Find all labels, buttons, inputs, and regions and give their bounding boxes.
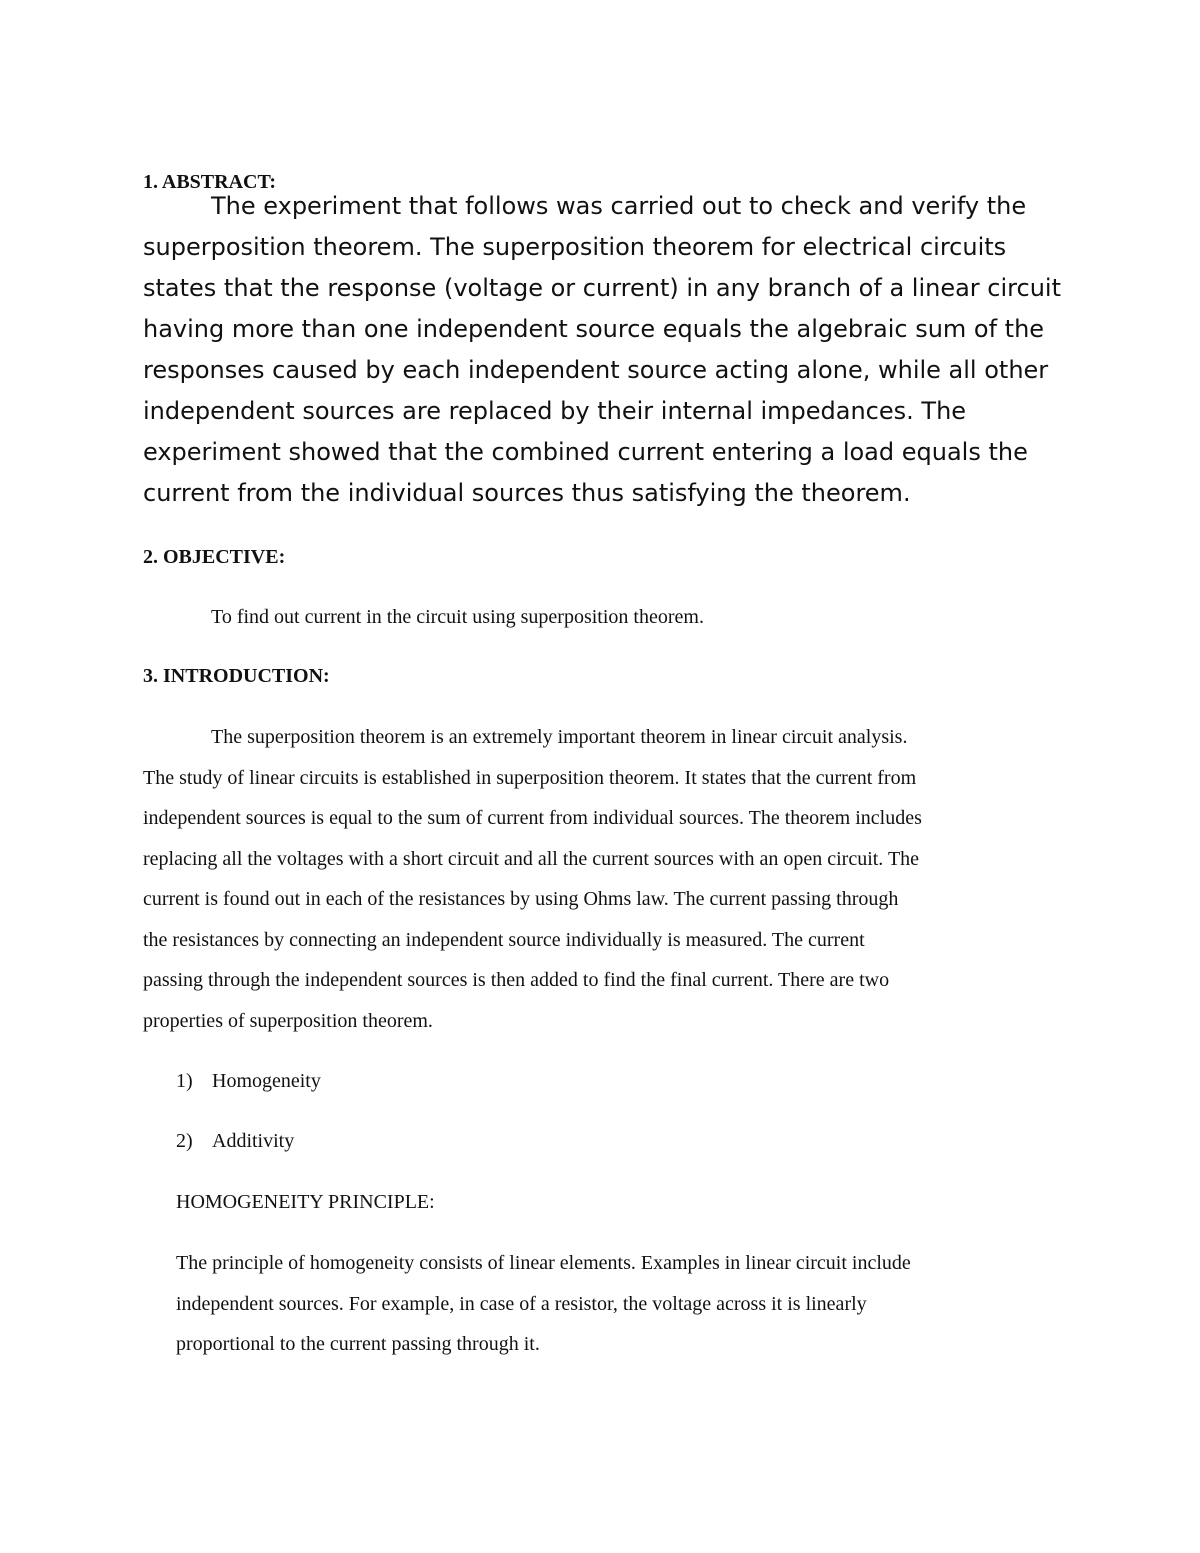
introduction-line: independent sources is equal to the sum of current from individual sources. The theorem includes (143, 807, 922, 829)
abstract-paragraph (143, 186, 1073, 514)
introduction-line: The superposition theorem is an extremely important theorem in linear circuit analysis. (211, 726, 908, 748)
homogeneity-line: The principle of homogeneity consists of linear elements. Examples in linear circuit include (176, 1252, 911, 1274)
list-item-number: 2) (176, 1130, 193, 1152)
abstract-line: superposition theorem. The superposition theorem for electrical circuits (143, 233, 1007, 261)
introduction-line: The study of linear circuits is established in superposition theorem. It states that the current from (143, 766, 917, 789)
abstract-line: independent sources are replaced by their internal impedances. The (143, 397, 967, 425)
homogeneity-line: proportional to the current passing through it. (176, 1333, 540, 1355)
list-item-number: 1) (176, 1070, 193, 1092)
introduction-line: the resistances by connecting an independent source individually is measured. The current (143, 928, 865, 951)
abstract-line: having more than one independent source equals the algebraic sum of the (143, 315, 1045, 343)
introduction-line: passing through the independent sources is then added to find the final current. There are two (143, 969, 890, 991)
list-item-additivity (176, 1129, 294, 1153)
objective-heading: 2. OBJECTIVE: (143, 546, 286, 568)
list-item-label: Homogeneity (212, 1070, 321, 1092)
introduction-line: current is found out in each of the resistances by using Ohms law. The current passing through (143, 888, 899, 910)
abstract-line: responses caused by each independent source acting alone, while all other (143, 356, 1049, 384)
list-item-homogeneity (176, 1069, 321, 1093)
homogeneity-paragraph (176, 1243, 1076, 1365)
introduction-heading: 3. INTRODUCTION: (143, 665, 330, 687)
abstract-line: states that the response (voltage or current) in any branch of a linear circuit (143, 274, 1061, 302)
objective-text: To find out current in the circuit using superposition theorem. (211, 606, 704, 628)
abstract-line: current from the individual sources thus satisfying the theorem. (143, 479, 911, 507)
homogeneity-line: independent sources. For example, in case of a resistor, the voltage across it is linearly (176, 1292, 867, 1315)
list-item-label: Additivity (212, 1130, 295, 1152)
abstract-line: experiment showed that the combined current entering a load equals the (143, 438, 1028, 466)
abstract-heading: 1. ABSTRACT: (143, 171, 276, 193)
introduction-paragraph (143, 717, 1073, 1041)
homogeneity-heading: HOMOGENEITY PRINCIPLE: (176, 1191, 435, 1213)
introduction-line: properties of superposition theorem. (143, 1009, 433, 1032)
introduction-line: replacing all the voltages with a short circuit and all the current sources with an open circuit. The (143, 847, 920, 870)
abstract-line: The experiment that follows was carried out to check and verify the (211, 192, 1027, 220)
